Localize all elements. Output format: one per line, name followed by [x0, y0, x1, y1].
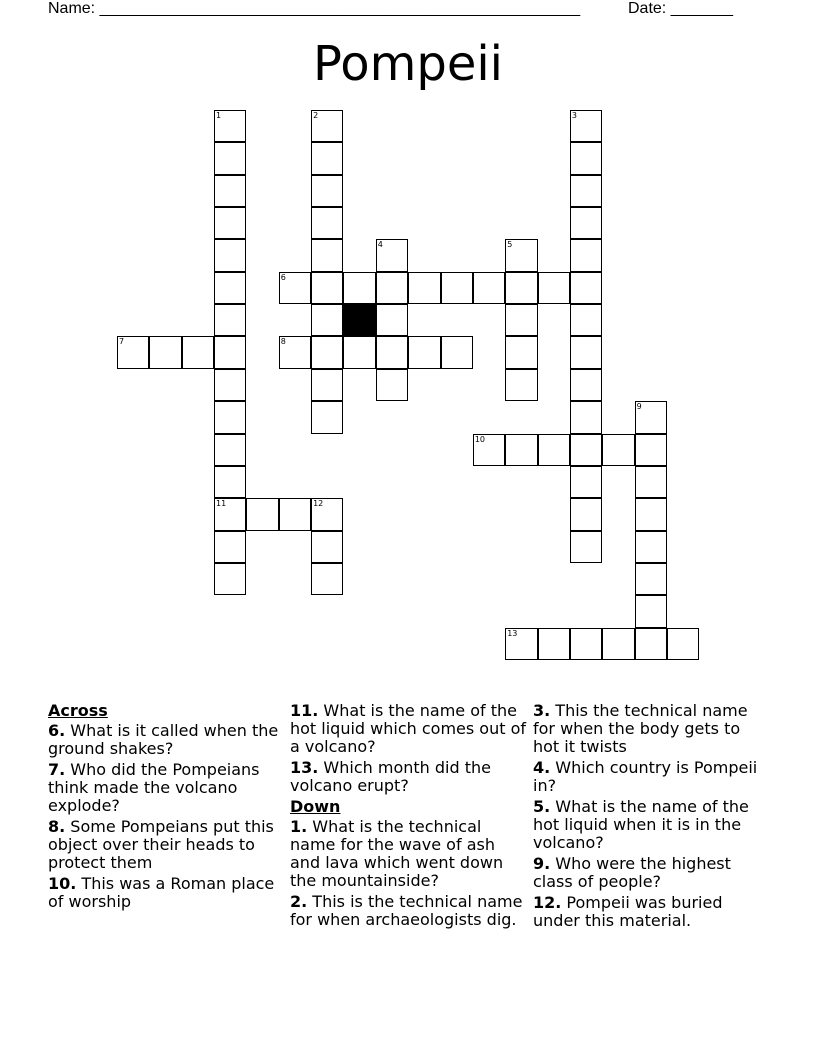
crossword-cell[interactable] — [214, 336, 246, 368]
cell-number: 6 — [280, 272, 286, 282]
crossword-cell[interactable] — [149, 336, 181, 368]
clue-down-12: 12. Pompeii was buried under this material. — [533, 893, 723, 930]
crossword-cell[interactable] — [182, 336, 214, 368]
cell-number: 7 — [119, 337, 125, 347]
crossword-cell[interactable] — [473, 272, 505, 304]
crossword-cell[interactable] — [505, 628, 537, 660]
crossword-cell[interactable] — [505, 272, 537, 304]
crossword-cell[interactable] — [570, 142, 602, 174]
crossword-cell[interactable] — [214, 110, 246, 142]
crossword-cell[interactable] — [505, 239, 537, 271]
cell-number: 1 — [216, 111, 222, 120]
crossword-cell[interactable] — [635, 466, 667, 498]
crossword-cell[interactable] — [214, 239, 246, 271]
crossword-cell[interactable] — [214, 498, 246, 530]
crossword-cell[interactable] — [214, 563, 246, 595]
clue-column-3 — [533, 702, 769, 933]
clue-down-4: 4. Which country is Pompeii in? — [533, 758, 758, 795]
crossword-cell[interactable] — [214, 142, 246, 174]
crossword-cell[interactable] — [602, 628, 634, 660]
crossword-cell[interactable] — [311, 498, 343, 530]
crossword-cell[interactable] — [570, 175, 602, 207]
crossword-cell[interactable] — [311, 401, 343, 433]
crossword-cell[interactable] — [635, 401, 667, 433]
page-title: Pompeii — [312, 36, 504, 92]
crossword-cell[interactable] — [214, 434, 246, 466]
crossword-cell[interactable] — [570, 272, 602, 304]
down-heading: Down — [290, 797, 341, 816]
cell-number: 9 — [636, 402, 642, 412]
cell-number: 12 — [313, 499, 324, 509]
crossword-cell[interactable] — [635, 563, 667, 595]
crossword-cell[interactable] — [441, 336, 473, 368]
crossword-cell[interactable] — [570, 401, 602, 433]
across-heading: Across — [48, 701, 108, 720]
crossword-cell[interactable] — [570, 207, 602, 239]
crossword-cell[interactable] — [570, 336, 602, 368]
crossword-cell[interactable] — [279, 336, 311, 368]
crossword-cell[interactable] — [667, 628, 699, 660]
crossword-cell[interactable] — [570, 434, 602, 466]
crossword-cell[interactable] — [570, 239, 602, 271]
clue-across-6: 6. What is it called when the ground shakes? — [48, 721, 279, 758]
clue-down-2: 2. This is the technical name for when archaeologists dig. — [290, 892, 523, 929]
cell-number: 11 — [216, 499, 227, 509]
crossword-cell[interactable] — [311, 239, 343, 271]
crossword-cell[interactable] — [441, 272, 473, 304]
crossword-cell[interactable] — [214, 272, 246, 304]
crossword-cell[interactable] — [214, 401, 246, 433]
crossword-cell[interactable] — [570, 110, 602, 142]
clue-across-7: 7. Who did the Pompeians think made the volcano explode? — [48, 760, 260, 815]
clue-down-3: 3. This the technical name for when the body gets to hot it twists — [533, 701, 748, 756]
cell-number: 8 — [280, 337, 286, 347]
crossword-cell[interactable] — [214, 369, 246, 401]
crossword-cell[interactable] — [311, 142, 343, 174]
crossword-cell[interactable] — [376, 272, 408, 304]
crossword-cell[interactable] — [214, 466, 246, 498]
clue-across-13: 13. Which month did the volcano erupt? — [290, 758, 491, 795]
crossword-cell[interactable] — [376, 239, 408, 271]
crossword-cell[interactable] — [311, 531, 343, 563]
crossword-cell[interactable] — [311, 369, 343, 401]
crossword-cell[interactable] — [214, 531, 246, 563]
crossword-cell[interactable] — [343, 336, 375, 368]
crossword-cell[interactable] — [538, 272, 570, 304]
cell-number: 10 — [474, 434, 486, 444]
crossword-cell[interactable] — [570, 531, 602, 563]
clue-column-2 — [290, 702, 526, 932]
crossword-cell[interactable] — [311, 175, 343, 207]
crossword-cell[interactable] — [376, 304, 408, 336]
cell-number: 5 — [507, 240, 513, 250]
crossword-cell[interactable] — [311, 110, 343, 142]
crossword-cell[interactable] — [538, 434, 570, 466]
crossword-cell[interactable] — [505, 336, 537, 368]
crossword-cell[interactable] — [635, 628, 667, 660]
clue-across-8: 8. Some Pompeians put this object over their heads to protect them — [48, 817, 274, 872]
crossword-cell[interactable] — [635, 498, 667, 530]
black-square — [343, 304, 375, 336]
crossword-cell[interactable] — [117, 336, 149, 368]
crossword-cell[interactable] — [376, 369, 408, 401]
date-field-label: Date: _______ — [628, 0, 733, 17]
crossword-cell[interactable] — [635, 531, 667, 563]
cell-number: 3 — [571, 111, 577, 120]
crossword-cell[interactable] — [635, 434, 667, 466]
crossword-cell[interactable] — [505, 369, 537, 401]
crossword-cell[interactable] — [214, 175, 246, 207]
crossword-cell[interactable] — [311, 207, 343, 239]
crossword-cell[interactable] — [214, 207, 246, 239]
crossword-cell[interactable] — [505, 304, 537, 336]
crossword-cell[interactable] — [311, 272, 343, 304]
clue-column-1 — [48, 702, 284, 914]
crossword-cell[interactable] — [505, 434, 537, 466]
clue-down-9: 9. Who were the highest class of people? — [533, 854, 731, 891]
crossword-cell[interactable] — [408, 272, 440, 304]
crossword-cell[interactable] — [602, 434, 634, 466]
crossword-cell[interactable] — [279, 272, 311, 304]
crossword-cell[interactable] — [570, 498, 602, 530]
cell-number: 4 — [377, 240, 383, 250]
crossword-cell[interactable] — [570, 466, 602, 498]
crossword-cell[interactable] — [473, 434, 505, 466]
crossword-cell[interactable] — [538, 628, 570, 660]
crossword-cell[interactable] — [246, 498, 278, 530]
crossword-cell[interactable] — [635, 595, 667, 627]
crossword-cell[interactable] — [570, 628, 602, 660]
crossword-cell[interactable] — [279, 498, 311, 530]
crossword-cell[interactable] — [376, 336, 408, 368]
crossword-cell[interactable] — [408, 336, 440, 368]
crossword-cell[interactable] — [311, 304, 343, 336]
crossword-cell[interactable] — [214, 304, 246, 336]
crossword-cell[interactable] — [570, 369, 602, 401]
cell-number: 13 — [507, 628, 518, 638]
clue-down-5: 5. What is the name of the hot liquid when it is in the volcano? — [533, 797, 749, 852]
clue-down-1: 1. What is the technical name for the wave of ash and lava which went down the mountainside? — [290, 817, 504, 890]
clue-across-11: 11. What is the name of the hot liquid which comes out of a volcano? — [290, 701, 527, 756]
crossword-cell[interactable] — [570, 304, 602, 336]
crossword-cell[interactable] — [311, 563, 343, 595]
cell-number: 2 — [313, 111, 319, 120]
crossword-cell[interactable] — [311, 336, 343, 368]
crossword-cell[interactable] — [343, 272, 375, 304]
name-field-label: Name: ______________________________________________________ — [48, 0, 581, 17]
clue-across-10: 10. This was a Roman place of worship — [48, 874, 275, 911]
